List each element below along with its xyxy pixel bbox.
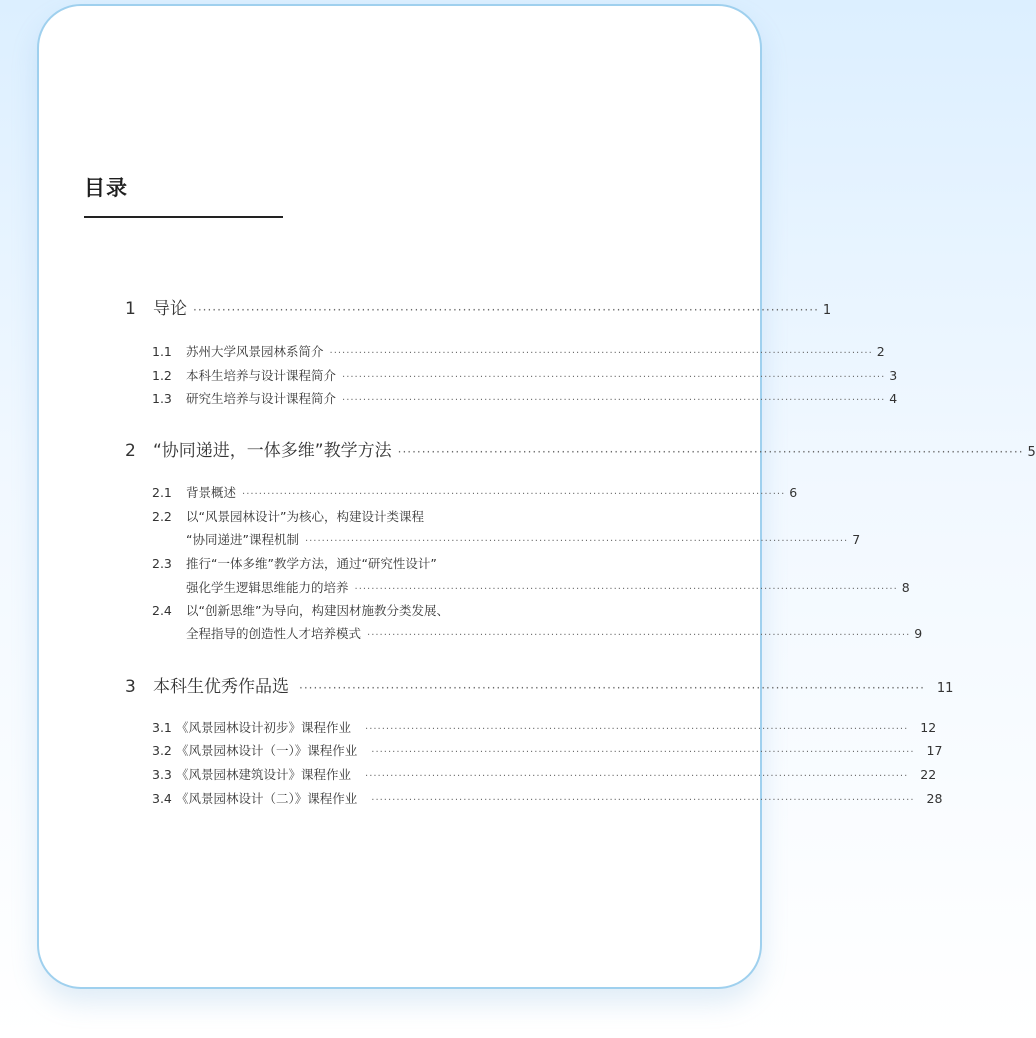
section-page: 4 [889, 391, 898, 406]
section-page: 7 [852, 532, 861, 547]
title-underline [84, 216, 283, 218]
toc-section-2-3-line1[interactable] [152, 554, 437, 572]
leader-dots: ·································································································································· [299, 681, 925, 695]
section-number: 3.3 [152, 767, 172, 782]
section-title: 《风景园林设计（一）》课程作业 [176, 743, 358, 758]
leader-dots: ·································································································································· [342, 395, 886, 406]
section-number: 1.1 [152, 344, 172, 359]
section-title: 本科生培养与设计课程简介 [186, 368, 337, 383]
chapter-number: 3 [125, 677, 136, 697]
section-title: 以“创新思维”为导向，构建因材施教分类发展、 [186, 603, 449, 618]
toc-section-3-3[interactable] [152, 765, 937, 783]
leader-dots: ·································································································································· [329, 348, 873, 359]
toc-chapter-1[interactable] [125, 294, 832, 319]
section-number: 1.3 [152, 391, 172, 406]
chapter-number: 1 [125, 299, 136, 319]
section-page: 3 [889, 368, 898, 383]
section-number: 2.4 [152, 603, 172, 618]
leader-dots: ·································································································································· [365, 724, 909, 735]
leader-dots: ·································································································································· [242, 489, 786, 500]
toc-section-3-4[interactable] [152, 789, 943, 807]
leader-dots: ·································································································································· [397, 445, 1024, 459]
toc-section-2-4-line2[interactable] [186, 624, 923, 642]
chapter-page: 1 [822, 303, 832, 318]
section-title-continued: “协同递进”课程机制 [186, 532, 299, 547]
section-page: 9 [914, 626, 923, 641]
chapter-title: “协同递进，一体多维”教学方法 [153, 441, 392, 461]
leader-dots: ·································································································································· [365, 771, 909, 782]
leader-dots: ·································································································································· [371, 747, 915, 758]
section-page: 28 [926, 791, 943, 806]
section-number: 2.1 [152, 485, 172, 500]
section-number: 3.2 [152, 743, 172, 758]
section-title: 苏州大学风景园林系简介 [186, 344, 324, 359]
section-title: 《风景园林设计（二）》课程作业 [176, 791, 358, 806]
toc-section-1-1[interactable] [152, 342, 885, 360]
leader-dots: ·································································································································· [193, 303, 819, 317]
section-page: 17 [926, 743, 943, 758]
toc-section-1-3[interactable] [152, 389, 898, 407]
section-title: 背景概述 [186, 485, 237, 500]
chapter-page: 11 [936, 681, 954, 696]
section-title: 推行“一体多维”教学方法，通过“研究性设计” [186, 556, 437, 571]
leader-dots: ·································································································································· [371, 795, 915, 806]
section-number: 2.2 [152, 509, 172, 524]
toc-section-1-2[interactable] [152, 366, 898, 384]
toc-section-3-1[interactable] [152, 718, 937, 736]
leader-dots: ·································································································································· [354, 584, 898, 595]
toc-chapter-3[interactable] [125, 672, 954, 697]
chapter-title: 导论 [153, 299, 187, 319]
section-title: 《风景园林建筑设计》课程作业 [176, 767, 352, 782]
section-page: 22 [920, 767, 937, 782]
section-page: 2 [876, 344, 885, 359]
chapter-number: 2 [125, 441, 136, 461]
section-title: 以“风景园林设计”为核心，构建设计类课程 [186, 509, 424, 524]
section-title-continued: 全程指导的创造性人才培养模式 [186, 626, 362, 641]
page-title: 目录 [84, 176, 128, 200]
section-page: 12 [920, 720, 937, 735]
toc-section-2-4-line1[interactable] [152, 601, 449, 619]
section-number: 1.2 [152, 368, 172, 383]
toc-section-2-2-line2[interactable] [186, 530, 861, 548]
toc-section-3-2[interactable] [152, 741, 943, 759]
chapter-title: 本科生优秀作品选 [153, 677, 289, 697]
chapter-page: 5 [1027, 445, 1036, 460]
toc-section-2-3-line2[interactable] [186, 578, 910, 596]
section-page: 6 [789, 485, 798, 500]
section-number: 3.1 [152, 720, 172, 735]
section-title: 研究生培养与设计课程简介 [186, 391, 337, 406]
leader-dots: ·································································································································· [304, 536, 849, 547]
section-title-continued: 强化学生逻辑思维能力的培养 [186, 580, 349, 595]
toc-section-2-2-line1[interactable] [152, 507, 424, 525]
toc-section-2-1[interactable] [152, 483, 798, 501]
section-number: 2.3 [152, 556, 172, 571]
section-page: 8 [901, 580, 910, 595]
section-number: 3.4 [152, 791, 172, 806]
leader-dots: ·································································································································· [367, 630, 911, 641]
leader-dots: ·································································································································· [342, 372, 886, 383]
section-title: 《风景园林设计初步》课程作业 [176, 720, 352, 735]
toc-chapter-2[interactable] [125, 436, 1036, 461]
